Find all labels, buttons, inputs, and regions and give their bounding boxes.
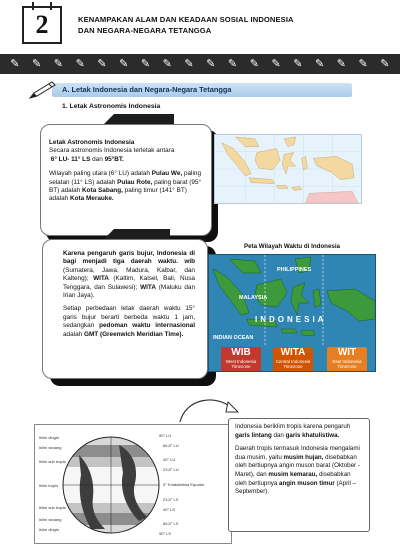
section-title: A. Letak Indonesia dan Negara-Negara Tetangga [62,85,232,94]
zone-code: WIB [231,347,251,358]
climate-globe-diagram [34,424,232,544]
zone-name: East Indonesia Timezone [332,359,362,369]
book-icon: ✎ [97,58,107,70]
book-icon: ✎ [314,58,325,70]
book-icon: ✎ [271,58,281,70]
info-text: Indonesia beriklim tropis karena pengaruh [235,423,351,430]
subsection-title: 1. Letak Astronomis Indonesia [62,103,161,110]
zone-wit [327,347,367,372]
timezone-map [208,254,376,372]
pencil-icon [28,80,56,100]
p2-text: paling barat (95° BT) adalah [49,178,202,195]
latitude-label: 40° LU [163,457,176,462]
label-philippines: PHILIPPINES [277,267,312,273]
card-intro: Secara astronomis Indonesia terletak antara [49,147,175,155]
book-icon: ✎ [140,58,151,70]
book-icon: ✎ [119,58,129,70]
label-indonesia: INDONESIA [255,315,327,324]
label-malaysia: MALAYSIA [239,295,268,301]
chapter-number-box: 2 [22,6,62,44]
climate-label: Iklim sub tropis [39,505,66,510]
pulau-we: Pulau We, [151,170,183,178]
zone-name: Central Indonesia Timezone [275,359,311,369]
book-icon: ✎ [293,58,303,70]
climate-label: Iklim dingin [39,435,60,440]
wita-label: WITA [93,275,109,283]
latitude-label: 0° Khatulistiwa Equator [163,482,205,487]
gmt-text: adalah [63,330,83,338]
card-heading: Letak Astronomis Indonesia [49,139,135,146]
latitude-label: 23,5° LS [163,497,179,502]
info-bold: angin muson timur [279,479,335,487]
astronomis-card [40,124,212,236]
book-icon: ✎ [10,58,20,70]
book-icon: ✎ [358,58,368,70]
info-bold: musim hujan, [283,453,324,461]
and-text: dan [92,155,103,163]
book-icon: ✎ [32,58,42,70]
gmt-bold1: pedoman waktu internasional [99,322,195,330]
label-indian-ocean: INDIAN OCEAN [213,335,254,341]
chapter-title-line1: KENAMPAKAN ALAM DAN KEADAAN SOSIAL INDONESIA [78,15,294,24]
climate-label: Iklim sub tropis [39,459,66,464]
zone-code: WIT [337,347,357,358]
wib-label: wib [184,258,195,266]
info-text: Daerah tropis termasuk Indonesia mengalami dua musim, yaitu [235,445,360,461]
latitude-label: 23,5° LU [163,467,179,472]
wit-label: WITA [140,283,156,291]
p2-text: Wilayah paling utara (6° LU) adalah [49,170,150,178]
latitude-label: 90° LU [159,433,172,438]
p2-text: paling selatan (11° LS) adalah [49,170,202,186]
book-icon: ✎ [336,58,346,70]
climate-info-box [228,418,370,532]
book-icon: ✎ [227,58,238,70]
wib-regions: (Sumatera, Jawa, Madura, Kalbar, dan Kalteng); [63,266,195,283]
p2-text: paling timur (141° BT) adalah [49,187,187,203]
climate-label: Iklim sedang [39,517,62,522]
book-icon: ✎ [75,58,85,70]
info-bold: garis lintang [235,431,272,439]
indonesia-map [214,134,362,204]
climate-label: Iklim dingin [39,527,60,532]
info-bold: musim kemarau, [268,470,318,478]
zone-code: WITA [280,347,306,358]
info-text: dan [273,431,284,439]
book-icon: ✎ [249,58,259,70]
card-tab [114,229,170,239]
wita-regions: (Kaltim, Kalsel, Bali, Nusa Tenggara, dan Sulawesi); [63,275,195,291]
book-icon: ✎ [184,58,194,70]
info-text: disebabkan oleh bertiupnya [235,470,351,487]
book-icon: ✎ [53,58,64,70]
globe-svg [35,425,233,545]
info-text: (April – September). [235,479,357,496]
pulau-rote: Pulau Rote, [117,178,153,186]
card-tab [114,114,174,124]
latitude-label: 40° LS [163,507,176,512]
kota-merauke: Kota Merauke. [69,195,114,203]
zona-waktu-card [42,239,208,379]
gmt-bold2: GMT (Greenwich Meridian Time). [83,330,184,338]
book-icon: ✎ [206,58,216,70]
wit-regions: (Maluku dan Irian Jaya). [63,283,196,300]
book-icon: ✎ [380,58,390,70]
range-long: 95°BT. [104,155,124,163]
zone-name: West Indonesia Timezone [225,359,257,369]
gmt-text: Setiap perbedaan letak daerah waktu 15° garis bujur berarti berbeda waktu 1 jam, sedangkan [63,305,195,330]
decorative-strip [0,54,400,74]
climate-label: Iklim tropis [39,483,59,488]
climate-label: Iklim sedang [39,445,62,450]
range-lat: 6° LU- 11° LS [50,155,91,163]
latitude-label: 66,5° LU [163,443,179,448]
info-text: disebabkan oleh bertiupnya angin muson barat (Oktober - Maret), dan [235,453,360,478]
map-caption: Peta Wilayah Waktu di Indonesia [244,243,340,250]
zone-wib [221,347,261,372]
latitude-label: 66,5° LS [163,521,179,526]
info-bold: garis khatulistiwa. [285,431,340,439]
zone-intro: Karena pengaruh garis bujur, Indonesia di bagi menjadi tiga daerah waktu. [63,250,195,266]
zone-wita [273,347,313,372]
latitude-label: 90° LS [159,531,172,536]
chapter-title-line2: DAN NEGARA-NEGARA TETANGGA [78,26,212,35]
kota-sabang: Kota Sabang, [82,187,123,195]
chapter-title [78,14,378,36]
book-icon: ✎ [162,58,172,70]
